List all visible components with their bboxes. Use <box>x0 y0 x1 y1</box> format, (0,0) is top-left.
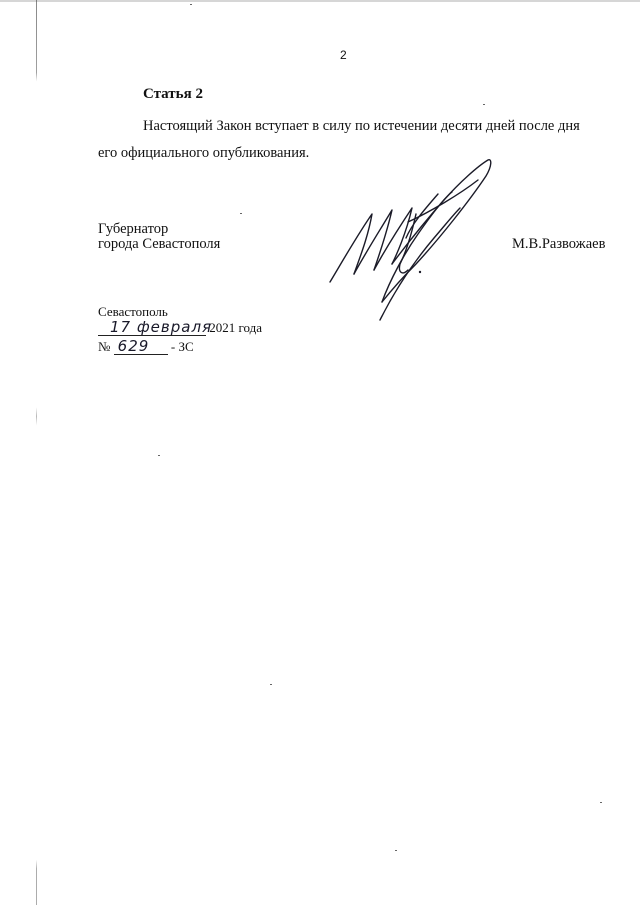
signatory-position-line-2: города Севастополя <box>98 236 221 252</box>
number-handwritten: 629 <box>117 337 150 355</box>
scan-speck <box>600 802 602 803</box>
signing-city: Севастополь <box>98 304 168 319</box>
scan-edge-left <box>36 0 37 905</box>
article-title: Статья 2 <box>143 86 203 102</box>
signing-year: 2021 года <box>209 320 263 335</box>
handwritten-signature <box>320 152 500 327</box>
scan-speck <box>158 455 160 456</box>
signing-date-line <box>98 320 262 336</box>
law-number-line <box>98 339 194 355</box>
number-suffix: - ЗС <box>170 339 194 354</box>
signatory-position-line-1: Губернатор <box>98 221 169 237</box>
scan-speck <box>240 213 242 214</box>
number-sign: № <box>98 339 111 354</box>
scan-speck <box>483 104 485 105</box>
scan-speck <box>270 684 272 685</box>
date-blank <box>98 318 213 336</box>
scan-speck <box>190 4 192 5</box>
page-number: 2 <box>340 48 347 62</box>
scan-edge-top <box>0 0 640 2</box>
date-handwritten: 17 февраля <box>110 318 213 336</box>
signatory-name: М.В.Развожаев <box>512 236 606 252</box>
article-text-line-2: его официального опубликования. <box>98 145 310 161</box>
scan-speck <box>395 850 397 851</box>
number-blank <box>114 337 168 355</box>
article-text-line-1: Настоящий Закон вступает в силу по истечении десяти дней после дня <box>143 118 580 134</box>
